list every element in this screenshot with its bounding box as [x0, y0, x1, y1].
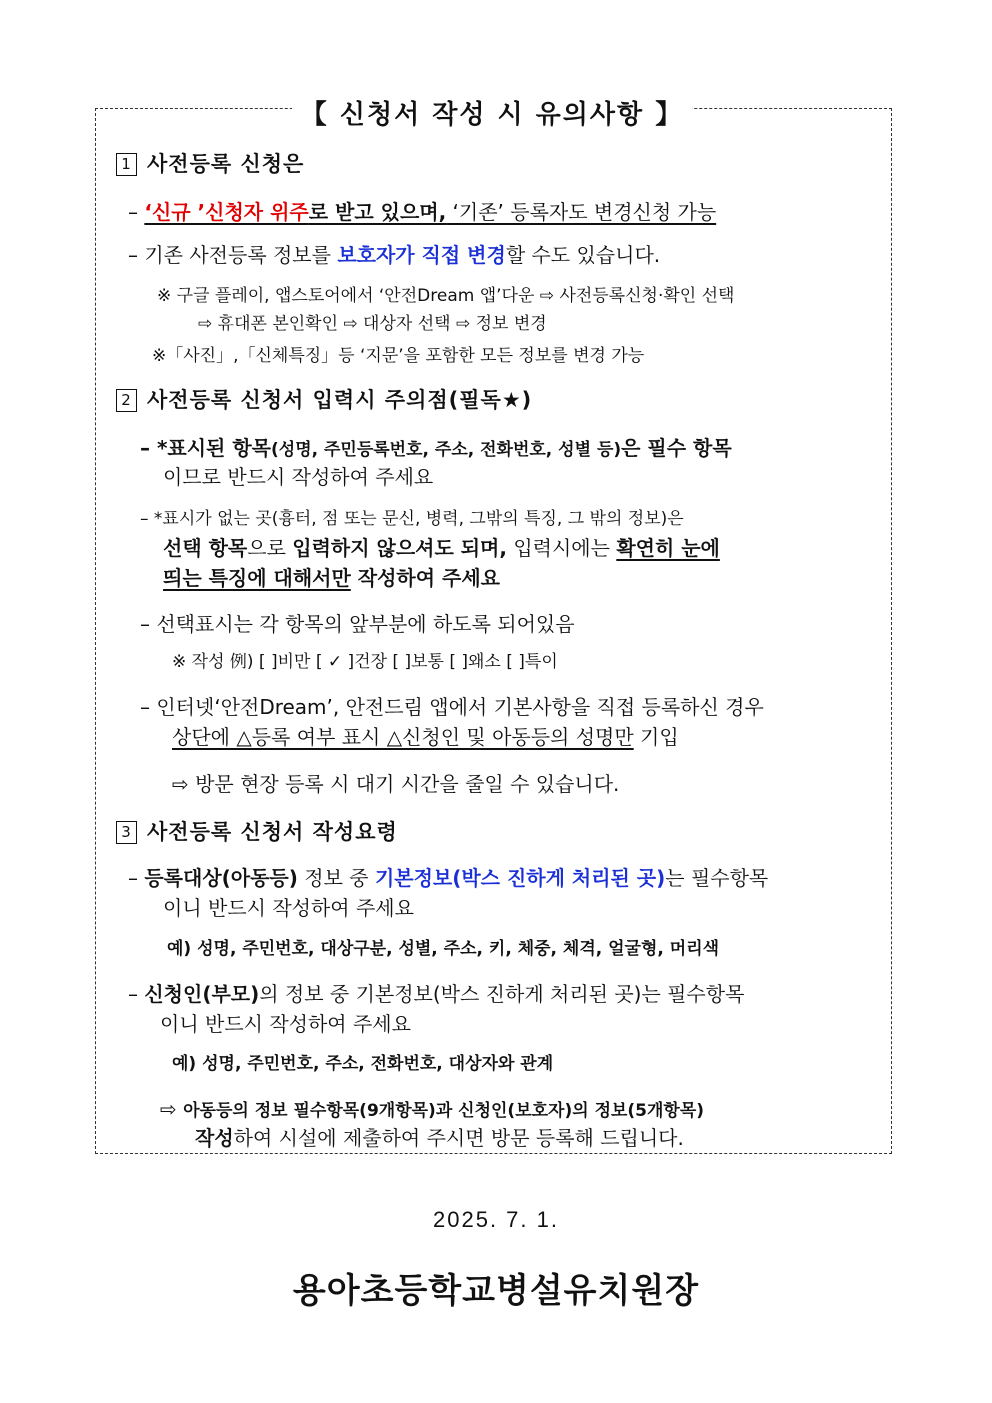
section-1-note-2: ⇨ 휴대폰 본인확인 ⇨ 대상자 선택 ⇨ 정보 변경	[198, 314, 547, 334]
section-3-item-e-line-1: – 등록대상(아동등) 정보 중 기본정보(박스 진하게 처리된 곳)는 필수항목	[128, 866, 769, 890]
section-3-item-f-line-2: 이니 반드시 작성하여 주세요	[160, 1012, 411, 1036]
section-2-item-a-line-1: – *표시된 항목(성명, 주민등록번호, 주소, 전화번호, 성별 등)은 필수 항목	[140, 436, 732, 460]
issuer-signature: 용아초등학교병설유치원장	[292, 1271, 700, 1311]
section-1-line-1: – ‘신규 ’신청자 위주로 받고 있으며, ‘기존’ 등록자도 변경신청 가능	[128, 200, 717, 224]
section-1-line-2: – 기존 사전등록 정보를 보호자가 직접 변경할 수도 있습니다.	[128, 243, 661, 267]
section-3-item-f-example: 예) 성명, 주민번호, 주소, 전화번호, 대상자와 관계	[172, 1054, 554, 1074]
section-3-item-e-line-2: 이니 반드시 작성하여 주세요	[163, 896, 414, 920]
section-2-item-b-line-1: – *표시가 없는 곳(흉터, 점 또는 문신, 병력, 그밖의 특징, 그 밖의 정보)은	[140, 509, 684, 529]
issue-date: 2025. 7. 1.	[433, 1207, 559, 1232]
section-1-note-3: ※「사진」,「신체특징」등 ‘지문’을 포함한 모든 정보를 변경 가능	[152, 346, 645, 366]
section-2-item-c-example: ※ 작성 例) [ ]비만 [ ✓ ]건장 [ ]보통 [ ]왜소 [ ]특이	[172, 652, 558, 672]
section-number: 2	[116, 389, 137, 412]
section-3-summary-line-1: ⇨ 아동등의 정보 필수항목(9개항목)과 신청인(보호자)의 정보(5개항목)	[160, 1097, 705, 1121]
section-2-item-d-line-2: 상단에 △등록 여부 표시 △신청인 및 아동등의 성명만 기입	[172, 725, 679, 749]
section-1-heading: 1 사전등록 신청은	[116, 150, 304, 178]
section-2-item-c-line-1: – 선택표시는 각 항목의 앞부분에 하도록 되어있음	[140, 612, 575, 636]
section-3-summary-line-2: 작성하여 시설에 제출하여 주시면 방문 등록해 드립니다.	[195, 1126, 684, 1150]
section-number: 1	[116, 153, 137, 176]
section-2-heading: 2 사전등록 신청서 입력시 주의점(필독★)	[116, 386, 532, 414]
section-2-item-b-line-3: 띄는 특징에 대해서만 작성하여 주세요	[163, 566, 500, 590]
section-2-item-d-line-3: ⇨ 방문 현장 등록 시 대기 시간을 줄일 수 있습니다.	[172, 772, 620, 796]
page-title: 【 신청서 작성 시 유의사항 】	[292, 94, 692, 136]
section-2-item-b-line-2: 선택 항목으로 입력하지 않으셔도 되며, 입력시에는 확연히 눈에	[163, 536, 720, 560]
section-2-item-d-line-1: – 인터넷‘안전Dream’, 안전드림 앱에서 기본사항을 직접 등록하신 경우	[140, 695, 764, 719]
section-number: 3	[116, 821, 137, 844]
section-3-item-e-example: 예) 성명, 주민번호, 대상구분, 성별, 주소, 키, 체중, 체격, 얼굴형, 머리색	[167, 939, 720, 959]
section-1-note-1: ※ 구글 플레이, 앱스토어에서 ‘안전Dream 앱’다운 ⇨ 사전등록신청·확인 선택	[157, 286, 735, 306]
section-3-heading: 3 사전등록 신청서 작성요령	[116, 818, 398, 846]
section-3-item-f-line-1: – 신청인(부모)의 정보 중 기본정보(박스 진하게 처리된 곳)는 필수항목	[128, 982, 745, 1006]
section-2-item-a-line-2: 이므로 반드시 작성하여 주세요	[163, 465, 434, 489]
